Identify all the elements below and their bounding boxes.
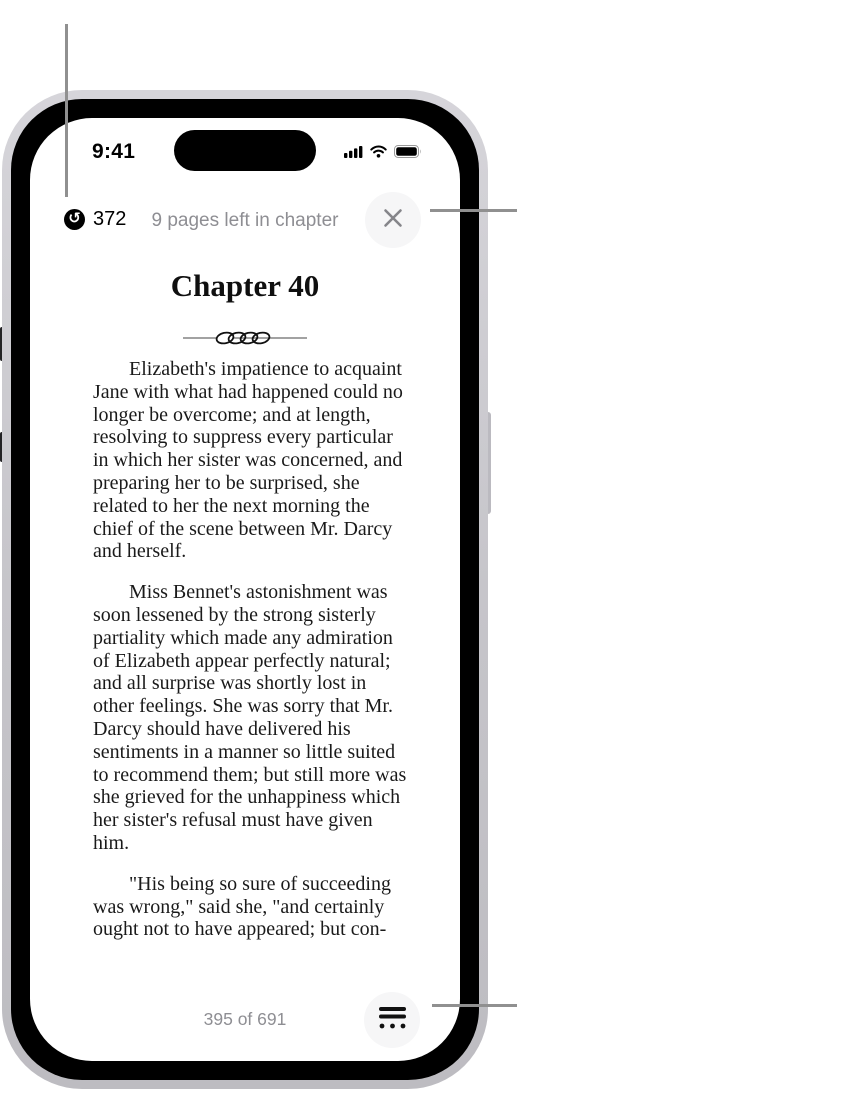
chapter-title: Chapter 40 [170,268,320,303]
phone-frame [2,90,488,1089]
close-icon [381,206,405,235]
status-icons [344,145,422,163]
back-to-page-icon: ↺ [64,209,85,230]
pages-left-label: 9 pages left in chapter [151,210,339,231]
decorative-divider-icon [30,330,460,346]
book-text [93,358,408,941]
paragraph: Miss Bennet's astonishment was soon lessened by the strong sisterly partiality which made any admiration of Elizabeth appear perfectly natural; and all surprise was shortly lost in other feelings. She was sorry that Mr. Darcy should have delivered his sentiments in a manner so little suited to recommend them; but still more was she grieved for the unhappiness which her sister's refusal must have given him. [93,581,407,854]
back-to-page-label: 372 [93,208,127,230]
phone-screen [30,118,460,1061]
reading-menu-button[interactable] [364,992,420,1048]
signal-icon [344,145,363,163]
battery-icon [394,145,422,163]
phone-bezel [11,99,479,1080]
paragraph: "His being so sure of succeeding was wrong," said she, "and certainly ought not to have appeared; but con- [93,872,391,941]
wifi-icon [370,145,387,163]
close-button[interactable] [365,192,421,248]
paragraph: Elizabeth's impatience to acquaint Jane with what had happened could no longer be overcome; and at length, resolving to suppress every particular in which her sister was concerned, and preparing her to be surprised, she related to her the next morning the chief of the scene between Mr. Darcy and herself. [93,358,403,563]
dynamic-island [174,130,316,171]
callout-line-menu-button [432,1004,517,1007]
reading-menu-icon [378,1005,407,1036]
status-time: 9:41 [92,140,136,163]
page-position-label: 395 of 691 [203,1009,287,1029]
callout-line-close-button [430,209,517,212]
callout-line-back-to-page [65,24,68,197]
